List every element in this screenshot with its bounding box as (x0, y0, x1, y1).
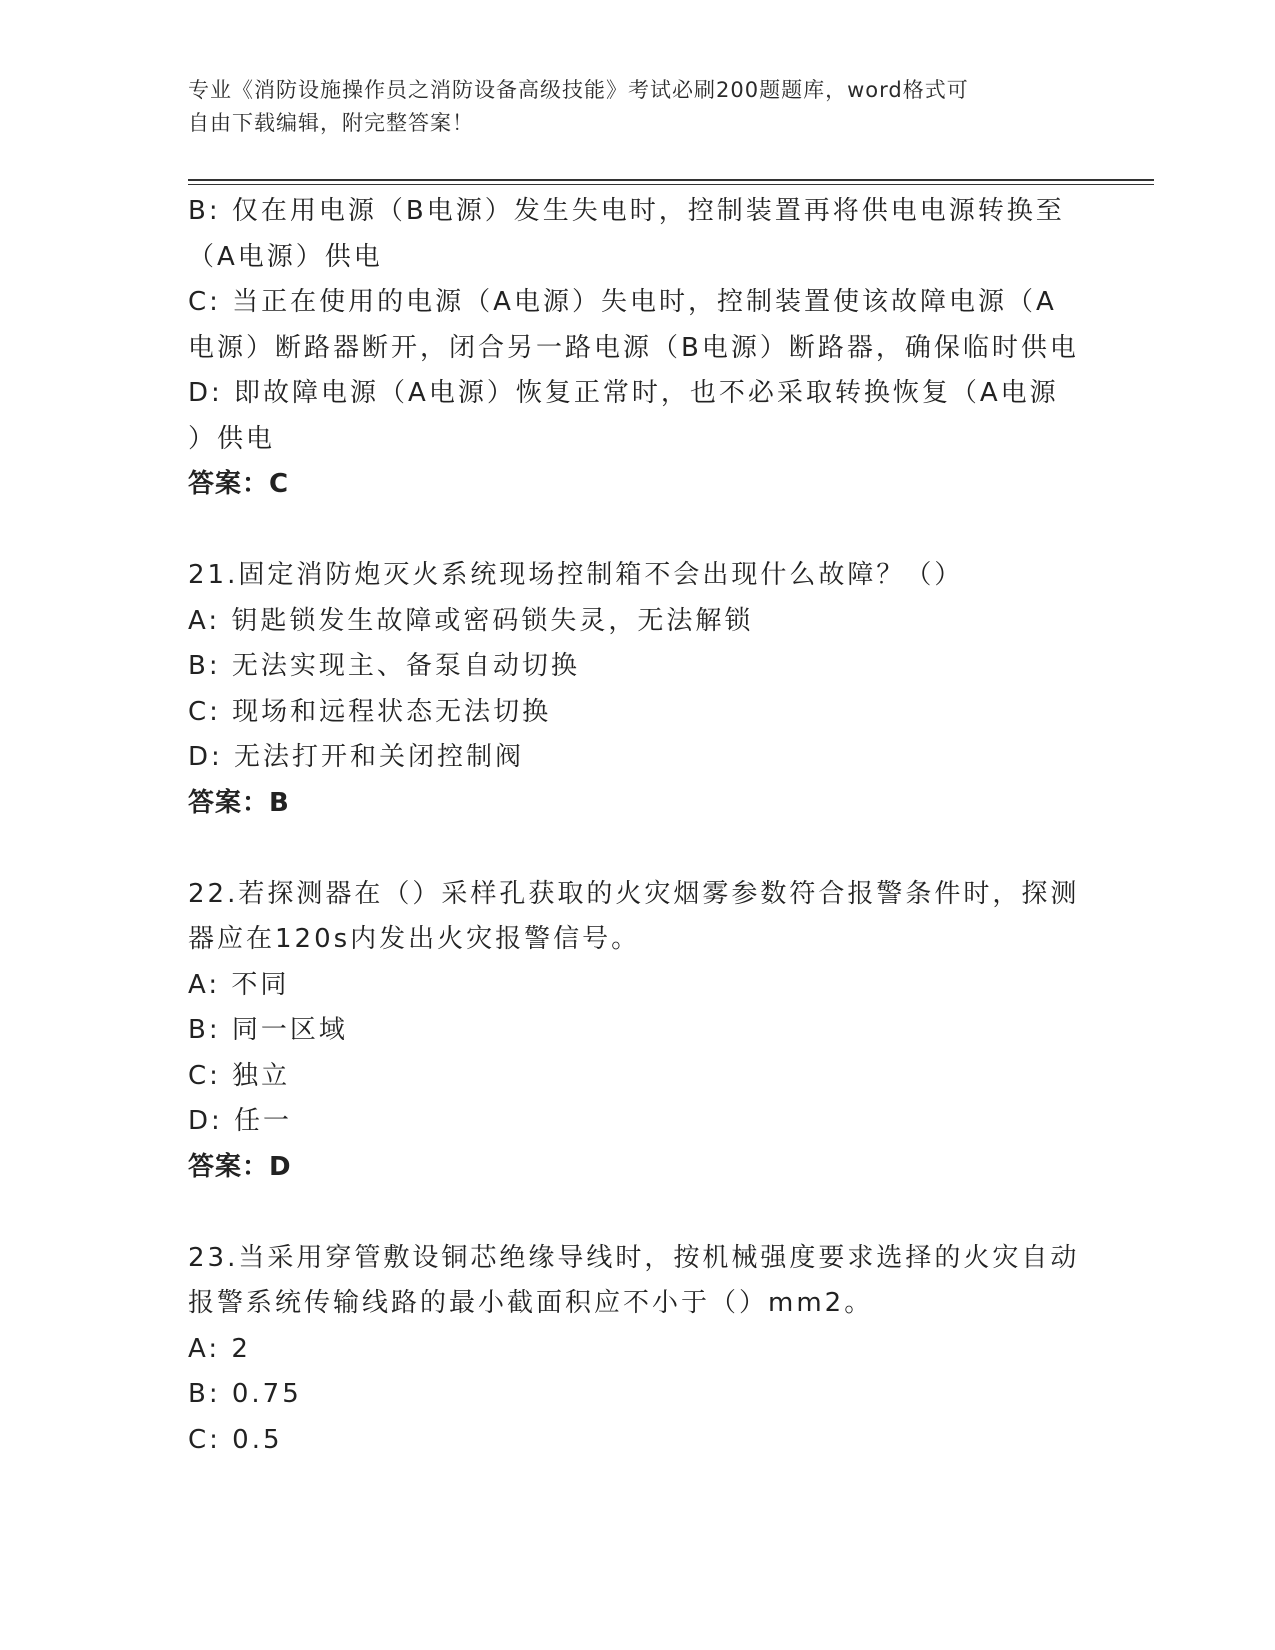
option-c: C: 0.5 (188, 1424, 283, 1455)
document-body (188, 189, 1088, 1463)
header-divider-thick (188, 179, 1154, 181)
option-c: C: 现场和远程状态无法切换 (188, 696, 552, 727)
header-divider-thin (188, 184, 1154, 185)
question-23 (188, 1236, 1088, 1464)
option-a: A: 钥匙锁发生故障或密码锁失灵，无法解锁 (188, 605, 754, 636)
option-d-line-2: ）供电 (188, 423, 276, 454)
option-c-line-2: 电源）断路器断开，闭合另一路电源（B电源）断路器，确保临时供电 (188, 332, 1079, 363)
question-stem-line-2: 器应在120s内发出火灾报警信号。 (188, 924, 641, 954)
header-line-1: 专业《消防设施操作员之消防设备高级技能》考试必刷200题题库，word格式可 (188, 78, 969, 102)
option-a: A: 不同 (188, 969, 290, 1000)
option-d: D: 无法打开和关闭控制阀 (188, 742, 525, 772)
question-20-continued (188, 189, 1088, 508)
option-b: B: 同一区域 (188, 1015, 348, 1045)
header-line-2: 自由下载编辑，附完整答案！ (188, 111, 474, 135)
answer-label: 答案：B (188, 787, 290, 818)
question-22 (188, 872, 1088, 1191)
spacer (188, 826, 1088, 872)
question-stem: 21.固定消防炮灭火系统现场控制箱不会出现什么故障？（） (188, 560, 964, 590)
option-c-line-1: C: 当正在使用的电源（A电源）失电时，控制装置使该故障电源（A (188, 287, 1057, 317)
option-d-line-1: D: 即故障电源（A电源）恢复正常时，也不必采取转换恢复（A电源 (188, 378, 1059, 408)
question-stem-line-1: 22.若探测器在（）采样孔获取的火灾烟雾参数符合报警条件时，探测 (188, 878, 1080, 909)
page-header (188, 74, 1088, 140)
option-b-line-2: （A电源）供电 (188, 241, 383, 272)
option-b-line-1: B: 仅在用电源（B电源）发生失电时，控制装置再将供电电源转换至 (188, 196, 1065, 226)
option-a: A: 2 (188, 1333, 251, 1364)
answer-label: 答案：C (188, 469, 290, 499)
question-stem-line-2: 报警系统传输线路的最小截面积应不小于（）mm2。 (188, 1288, 874, 1318)
question-21 (188, 553, 1088, 826)
question-stem-line-1: 23.当采用穿管敷设铜芯绝缘导线时，按机械强度要求选择的火灾自动 (188, 1242, 1080, 1273)
option-b: B: 0.75 (188, 1379, 302, 1409)
option-c: C: 独立 (188, 1060, 291, 1091)
spacer (188, 1190, 1088, 1236)
option-d: D: 任一 (188, 1106, 293, 1136)
option-b: B: 无法实现主、备泵自动切换 (188, 651, 580, 681)
spacer (188, 508, 1088, 554)
answer-label: 答案：D (188, 1151, 292, 1182)
